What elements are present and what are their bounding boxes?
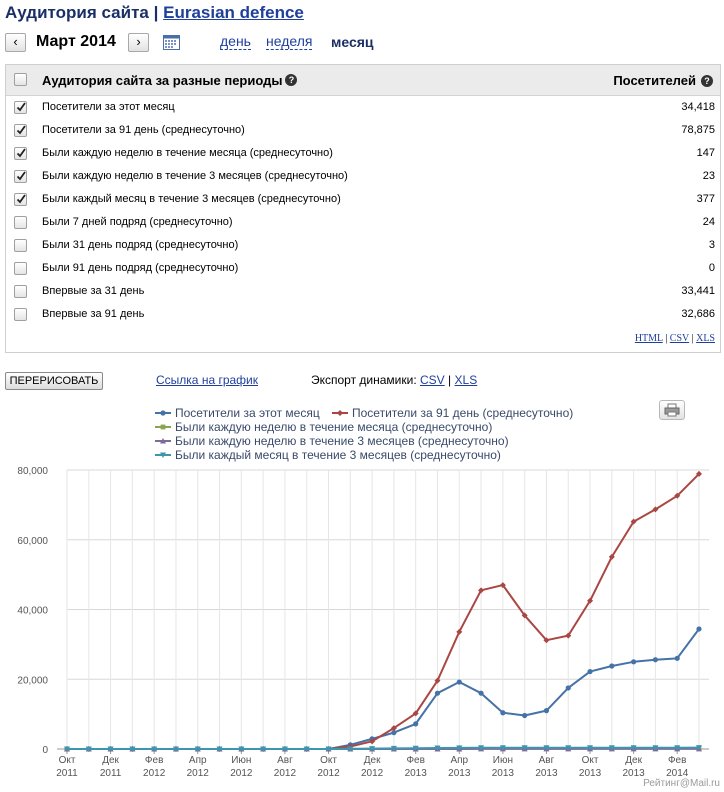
row-label: Были 31 день подряд (среднесуточно) (42, 239, 239, 251)
data-point (631, 659, 636, 664)
legend-marker (337, 410, 343, 416)
row-label: Посетители за этот месяц (42, 101, 175, 113)
x-tick-year: 2013 (404, 768, 427, 779)
row-checkbox[interactable] (14, 262, 27, 275)
audience-table (5, 64, 721, 353)
row-checkbox[interactable] (14, 216, 27, 229)
table-row (6, 119, 720, 142)
row-checkbox[interactable] (14, 124, 27, 137)
x-tick-year: 2013 (578, 768, 602, 779)
export-xls-link[interactable]: XLS (696, 333, 715, 344)
x-tick-year: 2012 (360, 768, 384, 779)
row-checkbox[interactable] (14, 170, 27, 183)
x-tick-year: 2014 (666, 768, 689, 779)
y-tick-label: 60,000 (17, 535, 48, 547)
data-point (478, 691, 483, 696)
legend-label: Были каждый месяц в течение 3 месяцев (среднесуточно) (175, 448, 501, 462)
x-tick-month: Фев (144, 755, 164, 766)
row-checkbox[interactable] (14, 239, 27, 252)
page-title-text: Аудитория сайта (5, 3, 149, 22)
redraw-button[interactable]: ПЕРЕРИСОВАТЬ (5, 372, 103, 390)
x-tick-month: Авг (538, 755, 555, 766)
row-value: 3 (708, 239, 715, 251)
granularity-week[interactable]: неделя (266, 33, 313, 49)
export-separator: | (665, 333, 668, 344)
table-row (6, 142, 720, 165)
table-header (6, 65, 720, 96)
data-point (566, 685, 571, 690)
row-label: Были 91 день подряд (среднесуточно) (42, 262, 239, 274)
legend-label: Были каждую неделю в течение 3 месяцев (среднесуточно) (175, 434, 509, 448)
data-point (696, 626, 701, 631)
x-tick-month: Фев (667, 755, 687, 766)
select-all-checkbox[interactable] (14, 73, 27, 86)
x-tick-month: Фев (406, 755, 425, 766)
granularity-day[interactable]: день (220, 33, 251, 49)
legend-marker (161, 425, 166, 430)
x-tick-year: 2013 (448, 768, 471, 779)
legend-marker (160, 410, 165, 415)
checkmark-icon (15, 193, 27, 205)
data-point (457, 679, 462, 684)
data-point (544, 708, 549, 713)
row-label: Посетители за 91 день (среднесуточно) (42, 124, 245, 136)
x-tick-month: Окт (581, 755, 599, 766)
page-title (5, 3, 304, 23)
data-point (522, 713, 527, 718)
table-row (6, 96, 720, 119)
x-tick-month: Июн (492, 755, 513, 766)
data-point (587, 669, 592, 674)
row-label: Были 7 дней подряд (среднесуточно) (42, 216, 233, 228)
x-tick-month: Дек (363, 755, 381, 766)
data-point (653, 657, 658, 662)
row-value: 377 (696, 193, 715, 205)
data-point (675, 656, 680, 661)
site-name-link[interactable]: Eurasian defence (163, 3, 304, 22)
data-point (500, 710, 505, 715)
legend-label: Посетители за этот месяц (175, 406, 320, 420)
row-label: Были каждую неделю в течение месяца (среднесуточно) (42, 147, 333, 159)
x-tick-year: 2012 (186, 768, 209, 779)
table-row (6, 211, 720, 234)
graph-link[interactable]: Ссылка на график (156, 373, 258, 387)
row-checkbox[interactable] (14, 308, 27, 321)
x-tick-month: Июн (231, 755, 252, 766)
x-tick-year: 2011 (99, 768, 122, 779)
table-row (6, 303, 720, 326)
y-tick-label: 40,000 (17, 605, 48, 617)
row-label: Впервые за 91 день (42, 308, 145, 320)
export-dynamics-separator: | (448, 373, 452, 387)
data-point (413, 721, 418, 726)
row-value: 24 (702, 216, 715, 228)
row-label: Были каждый месяц в течение 3 месяцев (среднесуточно) (42, 193, 341, 205)
row-value: 78,875 (681, 124, 715, 136)
export-dynamics-csv-link[interactable]: CSV (420, 373, 445, 387)
data-point (609, 663, 614, 668)
x-tick-month: Авг (277, 755, 293, 766)
export-html-link[interactable]: HTML (634, 333, 663, 344)
table-row (6, 188, 720, 211)
export-dynamics-label: Экспорт динамики: (311, 373, 417, 387)
x-tick-month: Окт (58, 755, 76, 766)
x-tick-month: Апр (450, 755, 469, 766)
row-checkbox[interactable] (14, 285, 27, 298)
x-tick-month: Дек (625, 755, 642, 766)
table-header-title (42, 73, 297, 88)
help-icon[interactable]: ? (701, 75, 713, 87)
row-checkbox[interactable] (14, 147, 27, 160)
table-row (6, 280, 720, 303)
y-tick-label: 20,000 (17, 675, 48, 687)
row-value: 23 (702, 170, 715, 182)
checkmark-icon (15, 170, 27, 182)
row-value: 32,686 (681, 308, 715, 320)
table-row (6, 165, 720, 188)
row-value: 147 (696, 147, 715, 159)
x-tick-year: 2012 (143, 768, 166, 779)
rating-footer: Рейтинг@Mail.ru (643, 778, 720, 789)
prev-period-button[interactable]: ‹ (5, 33, 26, 52)
table-row (6, 257, 720, 280)
y-tick-label: 80,000 (17, 466, 48, 477)
x-tick-year: 2012 (230, 768, 253, 779)
x-tick-month: Дек (102, 755, 119, 766)
granularity-month: месяц (331, 34, 374, 50)
next-period-button[interactable]: › (128, 33, 149, 52)
export-dynamics-xls-link[interactable]: XLS (454, 373, 478, 387)
current-period: Март 2014 (36, 33, 116, 50)
x-tick-year: 2013 (535, 768, 558, 779)
table-row (6, 234, 720, 257)
row-value: 0 (708, 262, 715, 274)
calendar-icon[interactable] (163, 34, 180, 50)
print-icon (660, 401, 684, 419)
x-tick-year: 2012 (273, 768, 297, 779)
help-icon[interactable]: ? (285, 74, 297, 86)
x-tick-year: 2011 (56, 768, 78, 779)
row-checkbox[interactable] (14, 101, 27, 114)
print-button[interactable] (659, 400, 685, 420)
row-checkbox[interactable] (14, 193, 27, 206)
export-dynamics (311, 373, 477, 387)
export-csv-link[interactable]: CSV (669, 333, 690, 344)
x-tick-month: Окт (320, 755, 337, 766)
row-label: Впервые за 31 день (42, 285, 145, 297)
y-tick-label: 0 (42, 745, 48, 756)
row-value: 34,418 (681, 101, 715, 113)
x-tick-month: Апр (188, 755, 207, 766)
title-separator: | (153, 3, 159, 22)
checkmark-icon (15, 147, 27, 159)
checkmark-icon (15, 101, 27, 113)
row-value: 33,441 (681, 285, 715, 297)
export-separator: | (691, 333, 694, 344)
table-export-links (635, 333, 715, 344)
table-header-value (613, 73, 710, 88)
legend-label: Были каждую неделю в течение месяца (среднесуточно) (175, 420, 493, 434)
audience-chart (0, 400, 724, 792)
row-label: Были каждую неделю в течение 3 месяцев (среднесуточно) (42, 170, 348, 182)
x-tick-year: 2013 (491, 768, 514, 779)
checkmark-icon (15, 124, 27, 136)
data-point (435, 691, 440, 696)
table-header-value-text: Посетителей (613, 73, 696, 88)
legend-label: Посетители за 91 день (среднесуточно) (352, 406, 574, 420)
x-tick-year: 2012 (317, 768, 340, 779)
x-tick-year: 2013 (622, 768, 645, 779)
table-header-title-text: Аудитория сайта за разные периоды (42, 73, 283, 88)
